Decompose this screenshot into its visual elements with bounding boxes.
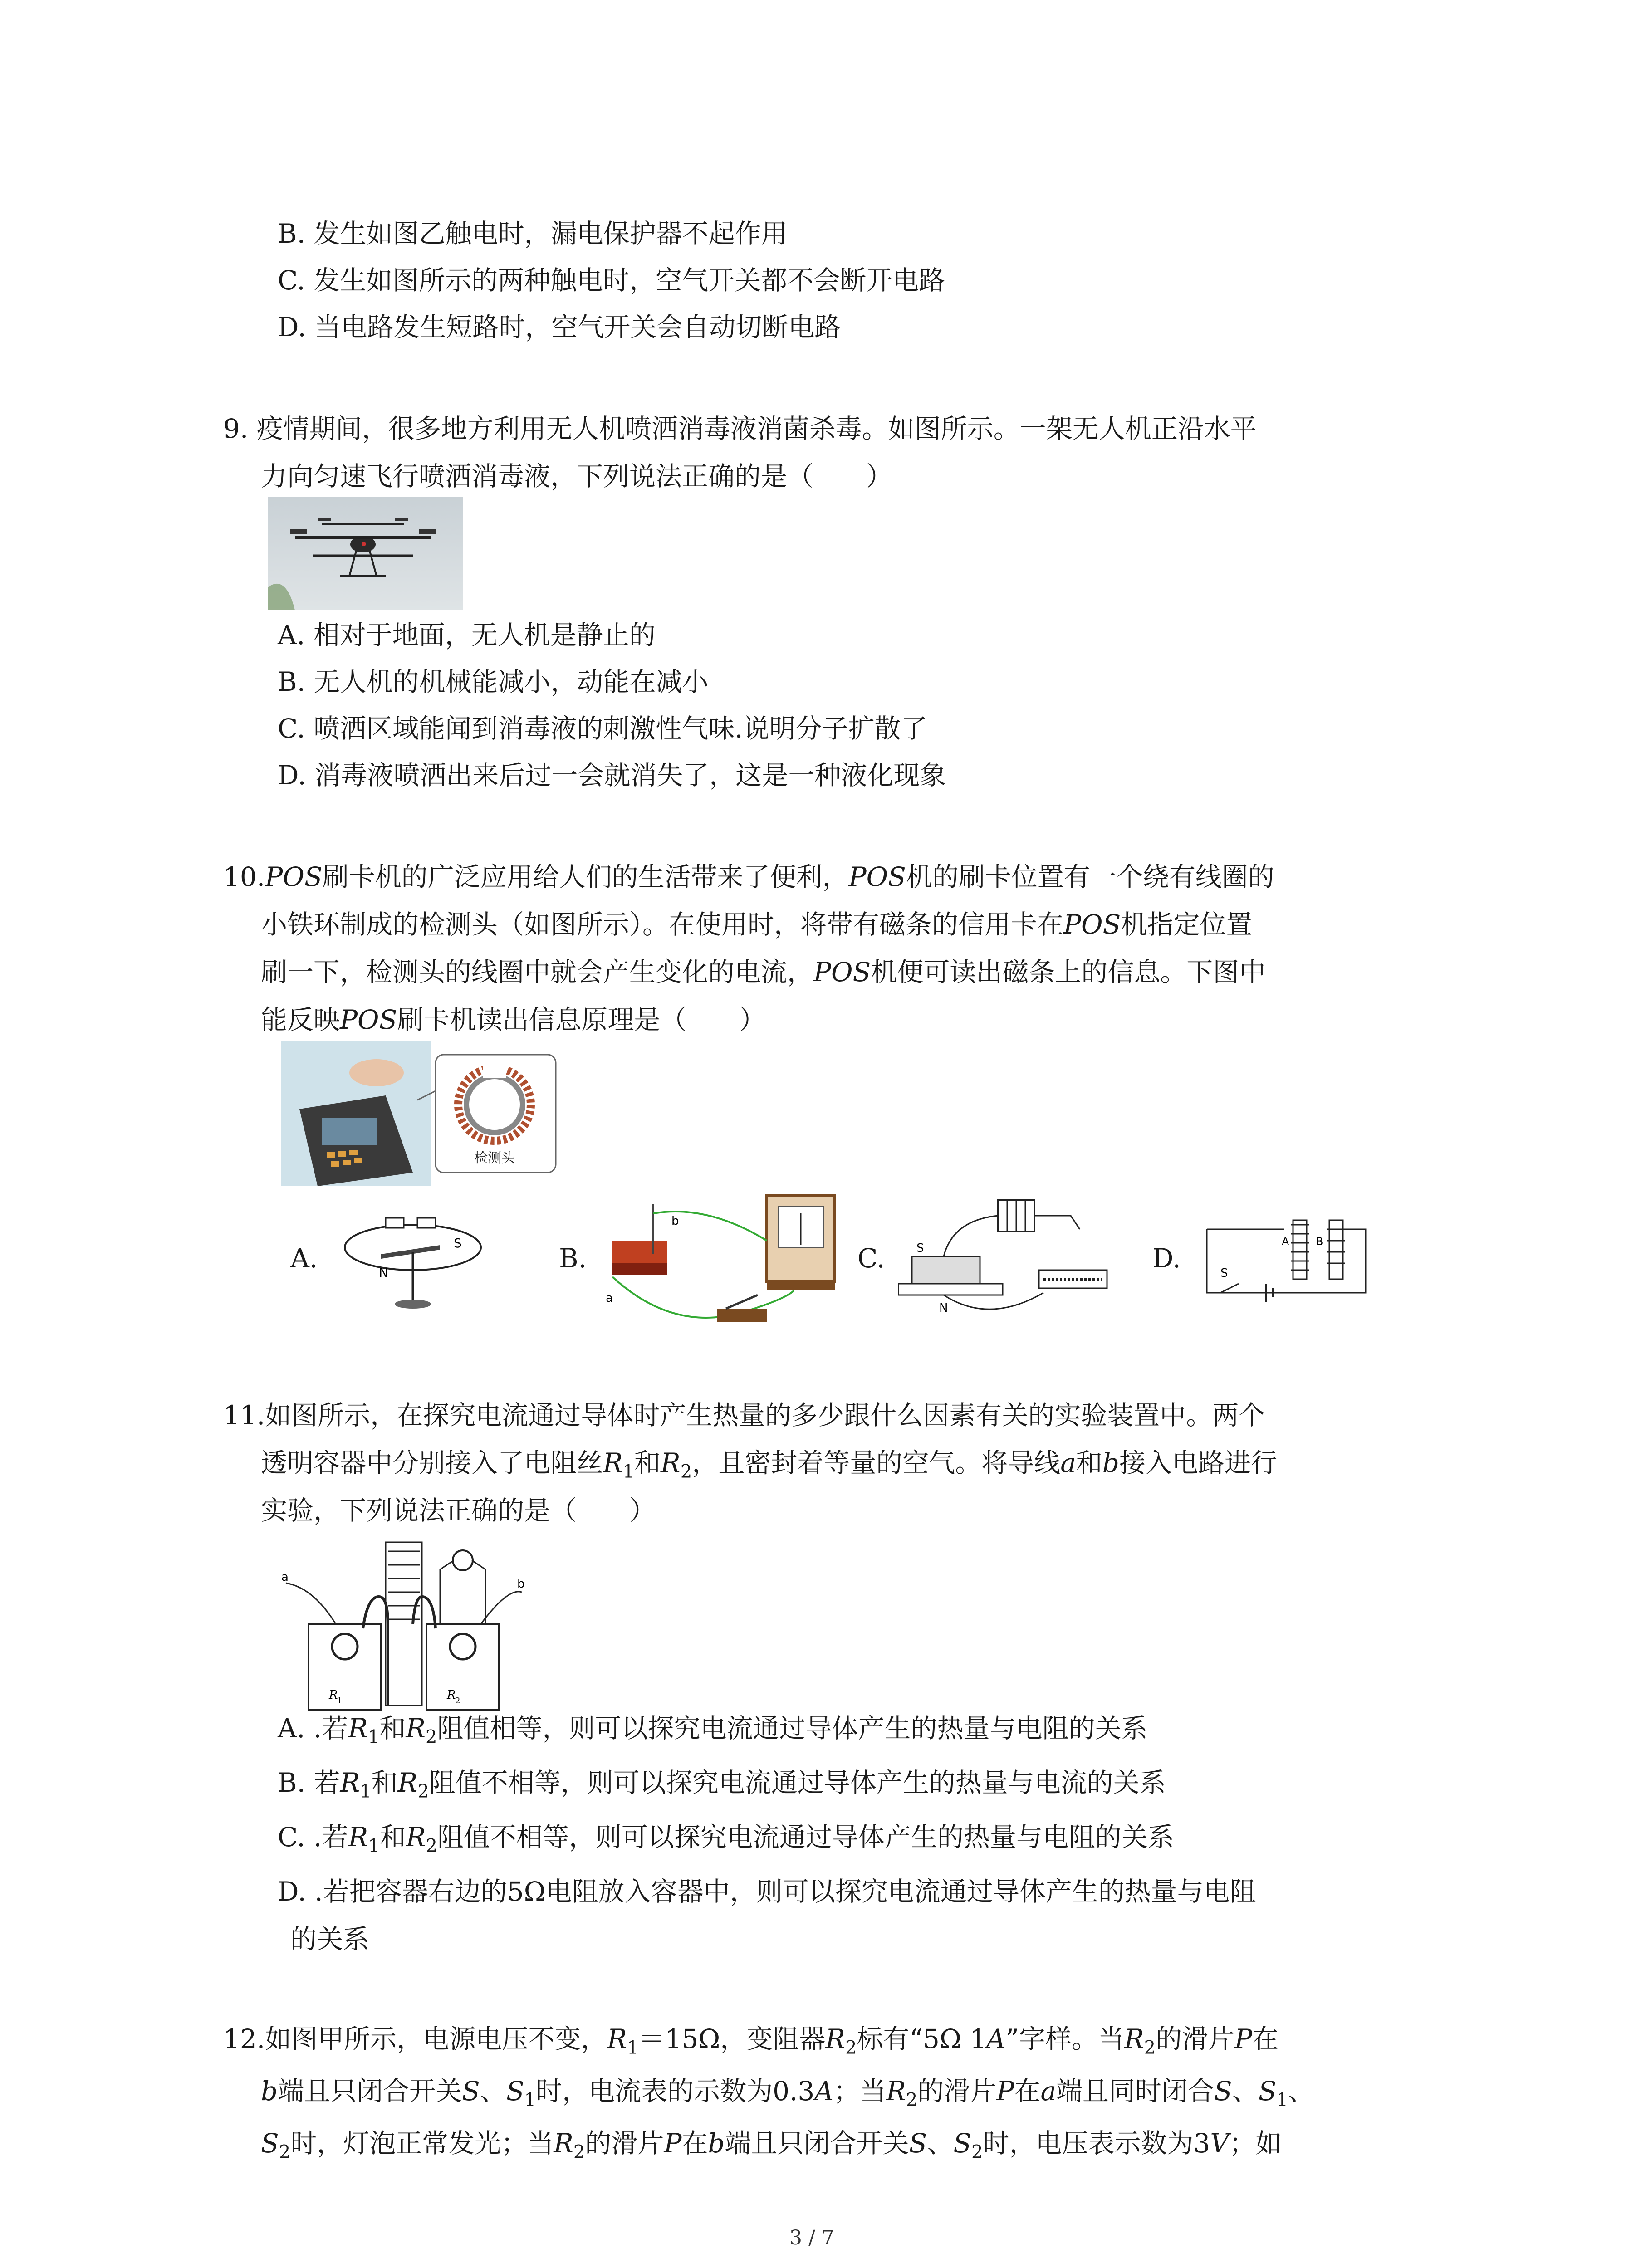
q11-option-d-line2: 的关系 xyxy=(290,1924,370,1955)
q9-stem-line2: 力向匀速飞行喷洒消毒液，下列说法正确的是（ ） xyxy=(261,461,893,492)
svg-text:N: N xyxy=(939,1301,948,1315)
svg-text:b: b xyxy=(517,1577,525,1591)
svg-text:A: A xyxy=(1282,1235,1289,1248)
svg-text:R: R xyxy=(329,1688,338,1702)
q10-choice-a-figure xyxy=(327,1198,499,1320)
q8-option-d: D. 当电路发生短路时，空气开关会自动切断电路 xyxy=(278,312,841,342)
q9-option-d: D. 消毒液喷洒出来后过一会就消失了，这是一种液化现象 xyxy=(278,760,946,791)
svg-text:S: S xyxy=(454,1236,462,1251)
drone-photo xyxy=(268,497,463,610)
svg-text:B: B xyxy=(1316,1235,1323,1248)
q10-choice-d-figure xyxy=(1193,1202,1384,1315)
q11-option-d-line1: D. .若把容器右边的5Ω电阻放入容器中，则可以探究电流通过导体产生的热量与电阻 xyxy=(278,1876,1256,1907)
q12-stem-line3: $S_2$时，灯泡正常发光；当$R_2$的滑片P在b端且只闭合开关S、$S_2$时，电压表示数为3V；如 xyxy=(261,2128,1282,2163)
svg-text:b: b xyxy=(671,1214,679,1228)
q9-option-a: A. 相对于地面，无人机是静止的 xyxy=(278,620,656,650)
svg-text:N: N xyxy=(379,1265,388,1280)
svg-text:2: 2 xyxy=(455,1696,460,1706)
q10-stem-line3: 刷一下，检测头的线圈中就会产生变化的电流，POS机便可读出磁条上的信息。下图中 xyxy=(261,957,1266,987)
q11-stem-line3: 实验，下列说法正确的是（ ） xyxy=(261,1495,656,1526)
q8-option-c: C. 发生如图所示的两种触电时，空气开关都不会断开电路 xyxy=(278,265,945,296)
svg-text:S: S xyxy=(916,1242,924,1255)
q10-choice-b-label: B. xyxy=(559,1243,587,1274)
page-number: 3 / 7 xyxy=(789,2226,834,2249)
pos-machine-figure xyxy=(281,1041,558,1186)
q10-choice-c-label: C. xyxy=(857,1243,885,1274)
q10-choice-b-figure xyxy=(603,1186,839,1340)
svg-text:a: a xyxy=(606,1291,613,1305)
joule-heating-apparatus xyxy=(277,1533,531,1715)
q9-stem-line1: 9. 疫情期间，很多地方利用无人机喷洒消毒液消菌杀毒。如图所示。一架无人机正沿水平 xyxy=(223,413,1257,444)
q12-stem-line1: 12.如图甲所示，电源电压不变，$R_1=15\Omega$，变阻器$R_2$标有“5Ω 1A”字样。当$R_2$的滑片P在 xyxy=(223,2024,1279,2058)
q10-stem-line2: 小铁环制成的检测头（如图所示）。在使用时，将带有磁条的信用卡在POS机指定位置 xyxy=(261,909,1253,940)
detector-label: 检测头 xyxy=(474,1150,515,1166)
q10-choice-c-figure xyxy=(898,1193,1134,1320)
q10-choice-d-label: D. xyxy=(1152,1243,1181,1274)
q10-stem-line4: 能反映POS刷卡机读出信息原理是（ ） xyxy=(261,1004,766,1035)
svg-text:1: 1 xyxy=(337,1696,343,1706)
q11-option-b: B. 若$R_1$和$R_2$阻值不相等，则可以探究电流通过导体产生的热量与电流的关系 xyxy=(278,1767,1166,1802)
q11-stem-line1: 11.如图所示，在探究电流通过导体时产生热量的多少跟什么因素有关的实验装置中。两个 xyxy=(223,1400,1265,1431)
q8-option-b: B. 发生如图乙触电时，漏电保护器不起作用 xyxy=(278,218,788,249)
q10-choice-a-label: A. xyxy=(290,1243,318,1274)
svg-text:S: S xyxy=(1220,1266,1228,1280)
q10-stem-line1: 10.POS刷卡机的广泛应用给人们的生活带来了便利，POS机的刷卡位置有一个绕有线圈的 xyxy=(223,861,1274,892)
q11-option-c: C. .若$R_1$和$R_2$阻值不相等，则可以探究电流通过导体产生的热量与电阻的关系 xyxy=(278,1822,1174,1857)
svg-text:R: R xyxy=(447,1688,456,1702)
q9-option-b: B. 无人机的机械能减小，动能在减小 xyxy=(278,666,709,697)
q12-stem-line2: b端且只闭合开关S、$S_1$时，电流表的示数为0.3A；当$R_2$的滑片P在a端且同时闭合S、$S_1$、 xyxy=(261,2076,1314,2111)
q11-option-a: A. .若$R_1$和$R_2$阻值相等，则可以探究电流通过导体产生的热量与电阻的关系 xyxy=(278,1713,1148,1748)
q11-stem-line2: 透明容器中分别接入了电阻丝$R_1$和$R_2$，且密封着等量的空气。将导线a和b接入电路进行 xyxy=(261,1447,1278,1482)
svg-text:a: a xyxy=(281,1570,289,1584)
q9-option-c: C. 喷洒区域能闻到消毒液的刺激性气味.说明分子扩散了 xyxy=(278,713,927,744)
